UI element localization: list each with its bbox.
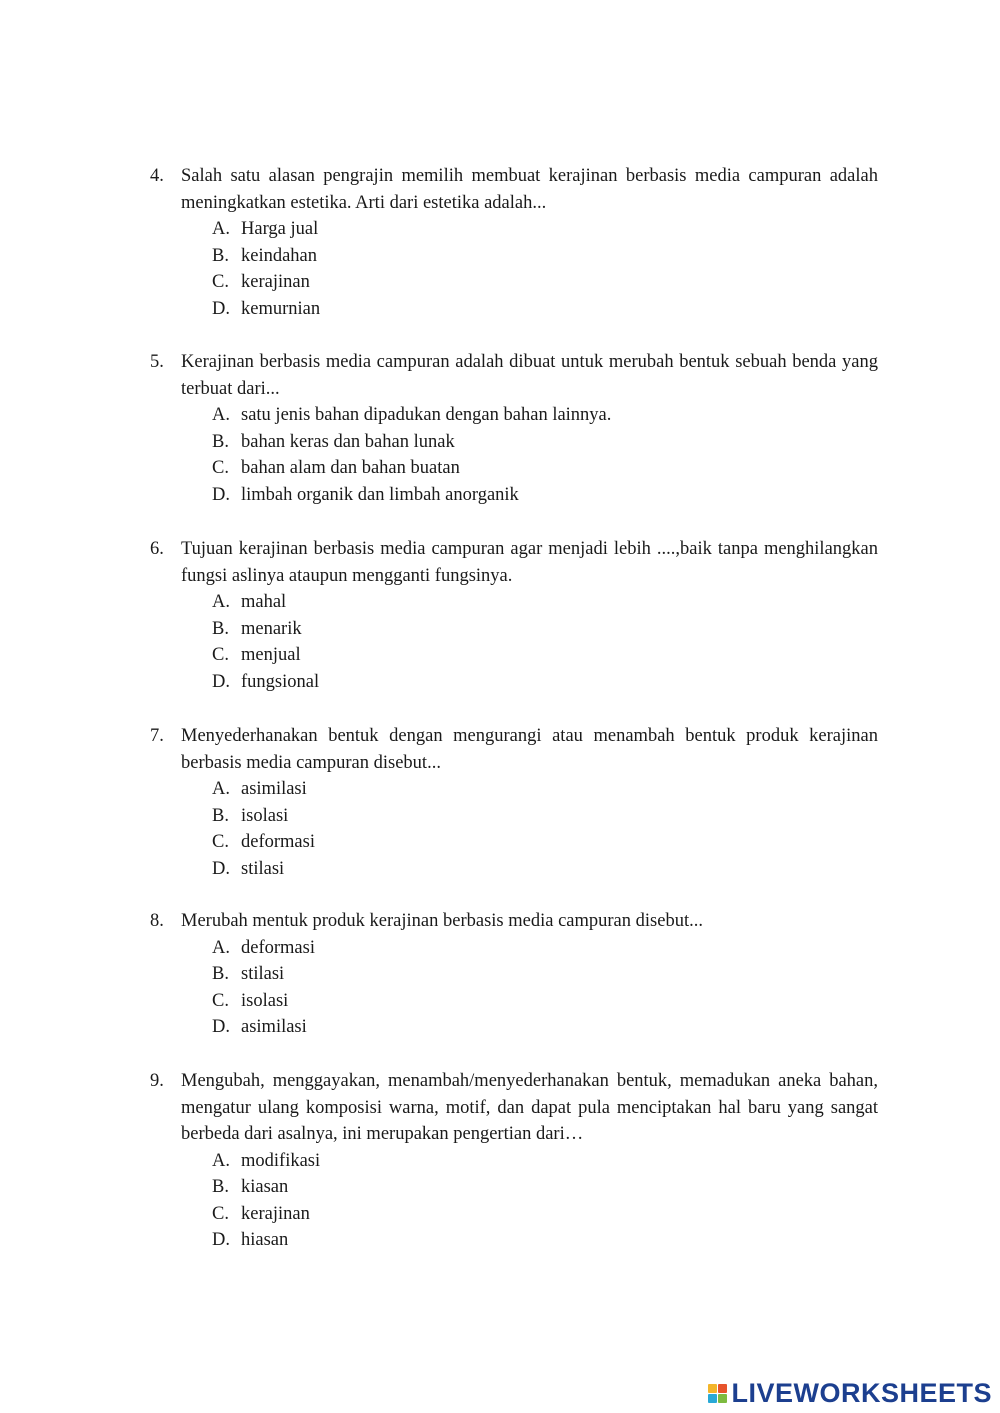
option-c[interactable] bbox=[150, 455, 878, 482]
option-letter: C. bbox=[212, 458, 229, 479]
option-letter: D. bbox=[212, 298, 230, 319]
option-text: bahan keras dan bahan lunak bbox=[241, 431, 455, 452]
option-text: menjual bbox=[241, 645, 301, 666]
option-text: mahal bbox=[241, 592, 287, 612]
option-letter: C. bbox=[212, 832, 229, 853]
question-text bbox=[150, 908, 878, 935]
logo-square bbox=[708, 1384, 717, 1393]
option-letter: C. bbox=[212, 645, 229, 666]
option-text: kerajinan bbox=[241, 1203, 310, 1224]
question-5 bbox=[150, 349, 878, 508]
question-body: Kerajinan berbasis media campuran adalah dibuat untuk merubah bentuk sebuah benda yang terbuat dari... bbox=[181, 352, 878, 399]
logo-square bbox=[718, 1384, 727, 1393]
option-a[interactable] bbox=[150, 402, 878, 429]
option-c[interactable] bbox=[150, 1201, 878, 1228]
liveworksheets-logo-icon bbox=[708, 1384, 727, 1403]
question-8 bbox=[150, 908, 878, 1041]
question-6 bbox=[150, 536, 878, 695]
option-text: isolasi bbox=[241, 805, 289, 826]
option-text: bahan alam dan bahan buatan bbox=[241, 458, 460, 479]
options-list bbox=[150, 935, 878, 1041]
question-text bbox=[150, 1068, 878, 1148]
option-c[interactable] bbox=[150, 829, 878, 856]
liveworksheets-brand[interactable] bbox=[708, 1378, 992, 1409]
options-list bbox=[150, 216, 878, 322]
option-letter: A. bbox=[212, 405, 230, 425]
option-a[interactable] bbox=[150, 1148, 878, 1175]
option-d[interactable] bbox=[150, 296, 878, 323]
question-number: 5. bbox=[150, 352, 164, 372]
option-letter: A. bbox=[212, 592, 230, 612]
question-text bbox=[150, 163, 878, 216]
option-letter: C. bbox=[212, 990, 229, 1011]
option-text: isolasi bbox=[241, 990, 289, 1011]
option-letter: C. bbox=[212, 272, 229, 293]
option-b[interactable] bbox=[150, 1174, 878, 1201]
logo-square bbox=[708, 1394, 717, 1403]
option-text: limbah organik dan limbah anorganik bbox=[241, 484, 519, 505]
option-a[interactable] bbox=[150, 935, 878, 962]
option-b[interactable] bbox=[150, 803, 878, 830]
option-d[interactable] bbox=[150, 482, 878, 509]
option-letter: D. bbox=[212, 1230, 230, 1251]
question-body: Salah satu alasan pengrajin memilih membuat kerajinan berbasis media campuran adalah meningkatkan estetika. Arti dari estetika adalah... bbox=[181, 166, 878, 213]
option-text: keindahan bbox=[241, 245, 318, 266]
option-letter: A. bbox=[212, 937, 230, 958]
question-text bbox=[150, 349, 878, 402]
option-letter: B. bbox=[212, 1177, 229, 1198]
question-7 bbox=[150, 723, 878, 882]
logo-square bbox=[718, 1394, 727, 1403]
question-number: 8. bbox=[150, 911, 164, 931]
option-text: asimilasi bbox=[241, 1017, 307, 1038]
option-text: fungsional bbox=[241, 671, 320, 692]
option-text: stilasi bbox=[241, 858, 285, 879]
option-letter: C. bbox=[212, 1203, 229, 1224]
option-b[interactable] bbox=[150, 243, 878, 270]
option-letter: D. bbox=[212, 1017, 230, 1038]
question-body: Menyederhanakan bentuk dengan mengurangi atau menambah bentuk produk kerajinan berbasis media campuran disebut... bbox=[181, 726, 878, 773]
option-letter: D. bbox=[212, 671, 230, 692]
brand-text: LIVEWORKSHEETS bbox=[731, 1378, 992, 1408]
option-text: hiasan bbox=[241, 1230, 289, 1251]
option-text: kerajinan bbox=[241, 272, 310, 293]
question-number: 9. bbox=[150, 1071, 164, 1091]
option-text: kemurnian bbox=[241, 298, 321, 319]
option-c[interactable] bbox=[150, 269, 878, 296]
question-number: 4. bbox=[150, 166, 164, 186]
option-text: satu jenis bahan dipadukan dengan bahan lainnya. bbox=[241, 405, 612, 425]
question-number: 6. bbox=[150, 539, 164, 559]
option-a[interactable] bbox=[150, 776, 878, 803]
option-letter: B. bbox=[212, 618, 229, 639]
question-body: Merubah mentuk produk kerajinan berbasis media campuran disebut... bbox=[181, 911, 703, 931]
option-text: menarik bbox=[241, 618, 302, 639]
option-letter: B. bbox=[212, 431, 229, 452]
option-letter: B. bbox=[212, 964, 229, 985]
option-letter: A. bbox=[212, 219, 230, 239]
question-body: Mengubah, menggayakan, menambah/menyederhanakan bentuk, memadukan aneka bahan, mengatur ulang komposisi warna, motif, dan dapat pula menciptakan hal baru yang sangat berbeda dari asalnya, ini merupakan pengertian dari… bbox=[181, 1071, 878, 1144]
question-9 bbox=[150, 1068, 878, 1254]
option-c[interactable] bbox=[150, 642, 878, 669]
option-letter: B. bbox=[212, 805, 229, 826]
option-b[interactable] bbox=[150, 616, 878, 643]
question-text bbox=[150, 536, 878, 589]
option-text: Harga jual bbox=[241, 219, 319, 239]
option-text: stilasi bbox=[241, 964, 285, 985]
option-text: deformasi bbox=[241, 832, 315, 853]
options-list bbox=[150, 402, 878, 508]
option-d[interactable] bbox=[150, 1014, 878, 1041]
option-d[interactable] bbox=[150, 1227, 878, 1254]
options-list bbox=[150, 589, 878, 695]
question-body: Tujuan kerajinan berbasis media campuran agar menjadi lebih ....,baik tanpa menghilangkan fungsi aslinya ataupun mengganti fungsinya. bbox=[181, 539, 878, 586]
option-text: asimilasi bbox=[241, 779, 307, 799]
option-b[interactable] bbox=[150, 429, 878, 456]
option-text: deformasi bbox=[241, 937, 315, 958]
option-letter: A. bbox=[212, 1150, 230, 1171]
question-number: 7. bbox=[150, 726, 164, 746]
option-text: kiasan bbox=[241, 1177, 289, 1198]
option-a[interactable] bbox=[150, 589, 878, 616]
option-text: modifikasi bbox=[241, 1150, 321, 1171]
option-d[interactable] bbox=[150, 669, 878, 696]
option-b[interactable] bbox=[150, 961, 878, 988]
option-a[interactable] bbox=[150, 216, 878, 243]
options-list bbox=[150, 776, 878, 882]
option-letter: B. bbox=[212, 245, 229, 266]
option-d[interactable] bbox=[150, 856, 878, 883]
option-c[interactable] bbox=[150, 988, 878, 1015]
question-4 bbox=[150, 163, 878, 322]
options-list bbox=[150, 1148, 878, 1254]
option-letter: D. bbox=[212, 858, 230, 879]
option-letter: D. bbox=[212, 484, 230, 505]
option-letter: A. bbox=[212, 779, 230, 799]
question-text bbox=[150, 723, 878, 776]
